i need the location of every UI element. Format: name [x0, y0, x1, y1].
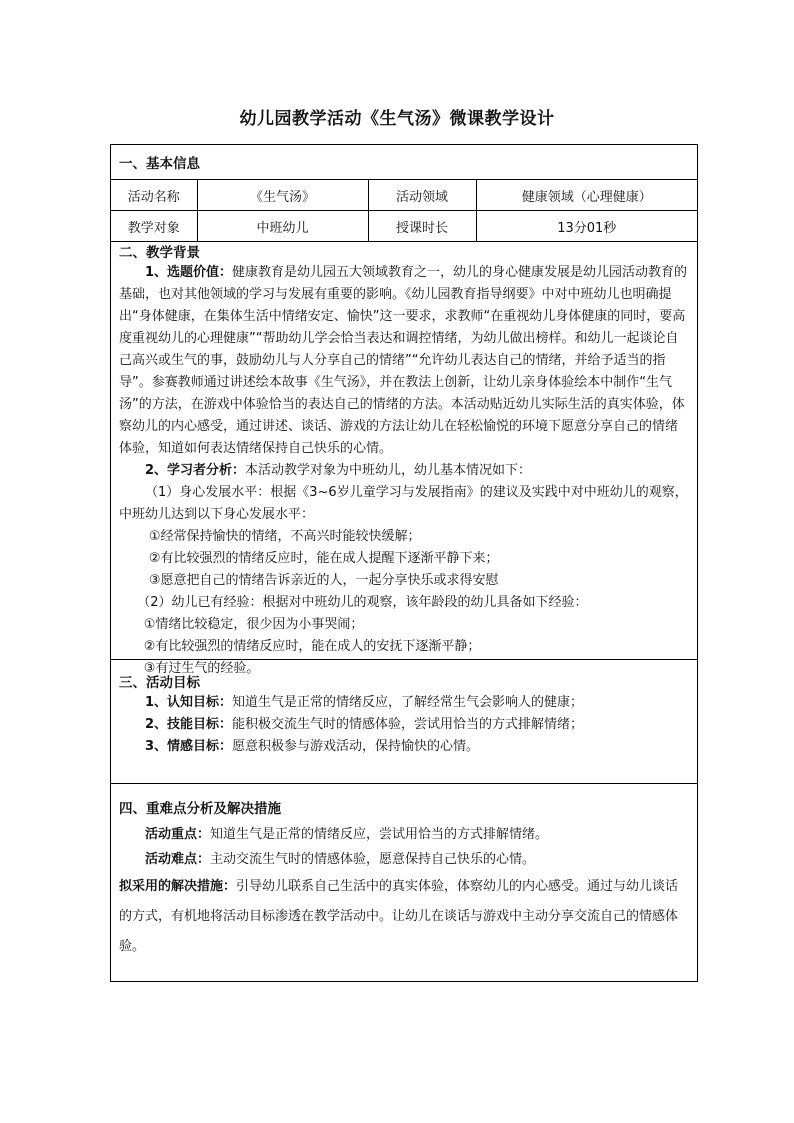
- list-item: ②有比较强烈的情绪反应时，能在成人的安抚下逐渐平静；: [143, 639, 481, 654]
- key-points-section: [111, 783, 697, 981]
- paragraph-text: 本活动教学对象为中班幼儿，幼儿基本情况如下：: [245, 463, 532, 478]
- list-item: ②有比较强烈的情绪反应时，能在成人提醒下逐渐平静下来；: [148, 551, 499, 566]
- key-point-label: 拟采用的解决措施：: [119, 879, 237, 894]
- paragraph: （2）幼儿已有经验：根据对中班幼儿的观察，该年龄段的幼儿具备如下经验：: [137, 595, 588, 610]
- objective-label: 2、技能目标：: [145, 717, 233, 732]
- section-heading: 四、重难点分析及解决措施: [119, 801, 281, 817]
- design-table: [110, 144, 698, 982]
- paragraph: [119, 262, 689, 460]
- key-point-text: 主动交流生气时的情感体验，愿意保持自己快乐的心情。: [210, 852, 536, 867]
- paragraph-text: 健康教育是幼儿园五大领域教育之一，幼儿的身心健康发展是幼儿园活动教育的基础，也对其他领域的学习与发展有重要的影响。《幼儿园教育指导纲要》中对中班幼儿也明确提出“身体健康，在集体生活中情绪安定、愉快”这一要求，求教师“在重视幼儿身体健康的同时，要高度重视幼儿的心理健康”“帮助幼儿学会恰当表达和调控情绪，为幼儿做出榜样。和幼儿一起谈论自己高兴或生气的事，鼓励幼儿与人分享自己的情绪”“允许幼儿表达自己的情绪，并给予适当的指导”。参赛教师通过讲述绘本故事《生气汤》，并在教法上创新，让幼儿亲身体验绘本中制作“生气汤”的方法，在游戏中体验恰当的表达自己的情绪的方法。本活动贴近幼儿实际生活的真实体验，体察幼儿的内心感受，通过讲述、谈话、游戏的方法让幼儿在轻松愉悦的环境下愿意分享自己的情绪体验，知道如何表达情绪保持自己快乐的心情。: [119, 265, 688, 456]
- objective-item: [119, 736, 689, 758]
- list-item: ①经常保持愉快的情绪，不高兴时能较快缓解；: [148, 529, 421, 544]
- key-point: [119, 847, 689, 872]
- page-title: 幼儿园教学活动《生气汤》微课教学设计: [239, 109, 555, 129]
- objectives-section: [111, 659, 697, 783]
- objective-text: 愿意积极参与游戏活动，保持愉快的心情。: [232, 739, 480, 754]
- table-cell: 活动名称: [111, 180, 197, 211]
- table-cell: 教学对象: [111, 211, 197, 242]
- objective-label: 1、认知目标：: [145, 695, 233, 710]
- key-point-text: 知道生气是正常的情绪反应，尝试用恰当的方式排解情绪。: [210, 827, 549, 842]
- paragraph: [119, 460, 689, 482]
- table-row: [111, 180, 697, 211]
- basic-info-section: [111, 145, 697, 243]
- paragraph-label: 1、选题价值：: [145, 265, 233, 280]
- paragraph: （1）身心发展水平：根据《3~6岁儿童学习与发展指南》的建议及实践中对中班幼儿的观察，中班幼儿达到以下身心发展水平：: [119, 485, 688, 522]
- background-section: [111, 241, 697, 676]
- list-item: ①情绪比较稳定，很少因为小事哭闹；: [143, 617, 364, 632]
- table-cell: 《生气汤》: [197, 180, 368, 211]
- paragraph-label: 2、学习者分析：: [145, 463, 246, 478]
- basic-info-table: [111, 179, 697, 242]
- objective-item: [119, 714, 689, 736]
- list-item: ③有过生气的经验。: [143, 661, 260, 676]
- key-point-label: 活动难点：: [145, 852, 211, 867]
- key-point: [119, 822, 689, 847]
- table-cell: 13分01秒: [476, 211, 697, 242]
- section-heading: 三、活动目标: [119, 675, 200, 691]
- objective-text: 知道生气是正常的情绪反应，了解经常生气会影响人的健康；: [232, 695, 584, 710]
- table-cell: 授课时长: [368, 211, 476, 242]
- objective-text: 能积极交流生气时的情感体验，尝试用恰当的方式排解情绪；: [232, 717, 584, 732]
- list-item: ③愿意把自己的情绪告诉亲近的人，一起分享快乐或求得安慰: [148, 573, 499, 588]
- key-point: [119, 872, 689, 962]
- table-cell: 健康领域（心理健康）: [476, 180, 697, 211]
- table-cell: 中班幼儿: [197, 211, 368, 242]
- objective-label: 3、情感目标：: [145, 739, 233, 754]
- section-heading: 二、教学背景: [119, 245, 200, 261]
- key-point-text: 引导幼儿联系自己生活中的真实体验，体察幼儿的内心感受。通过与幼儿谈话的方式，有机地将活动目标渗透在教学活动中。让幼儿在谈话与游戏中主动分享交流自己的情感体验。: [119, 879, 679, 954]
- table-cell: 活动领域: [368, 180, 476, 211]
- table-row: [111, 211, 697, 242]
- key-point-label: 活动重点：: [145, 827, 211, 842]
- objective-item: [119, 692, 689, 714]
- section-heading: 一、基本信息: [119, 156, 200, 172]
